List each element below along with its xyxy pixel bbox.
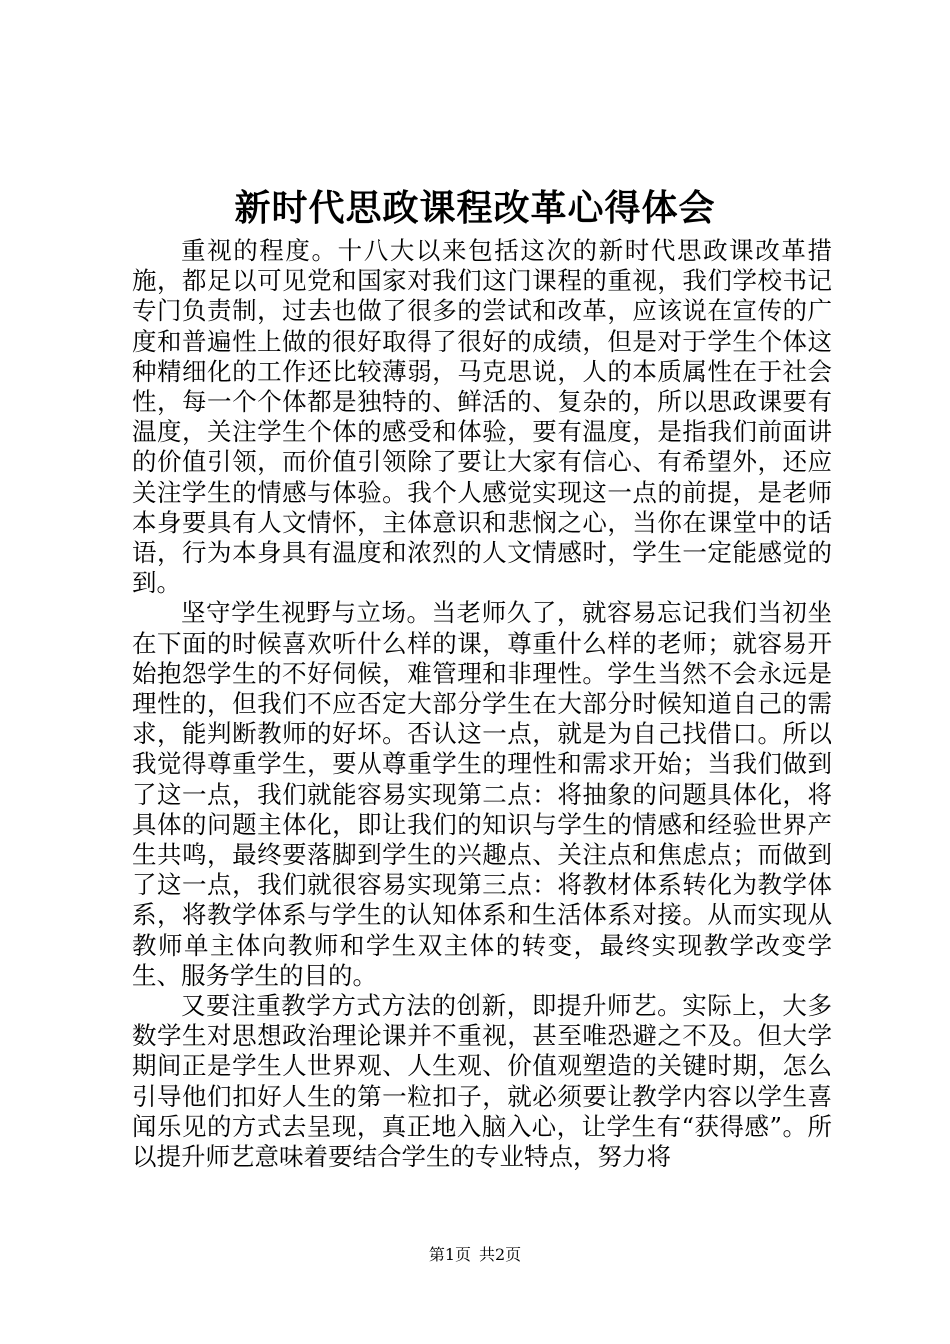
document-title: 新时代思政课程改革心得体会 (234, 187, 716, 229)
paragraph-2: 坚守学生视野与立场。当老师久了，就容易忘记我们当初坐在下面的时候喜欢听什么样的课，尊重什么样的老师；就容易开始抱怨学生的不好伺候，难管理和非理性。学生当然不会永远是理性的，但我们不应否定大部分学生在大部分时候知道自己的需求，能判断教师的好坏。否认这一点，就是为自己找借口。所以我觉得尊重学生，要从尊重学生的理性和需求开始；当我们做到了这一点，我们就能容易实现第二点：将抽象的问题具体化，将具体的问题主体化，即让我们的知识与学生的情感和经验世界产生共鸣，最终要落脚到学生的兴趣点、关注点和焦虑点；而做到了这一点，我们就很容易实现第三点：将教材体系转化为教学体系，将教学体系与学生的认知体系和生活体系对接。从而实现从教师单主体向教师和学生双主体的转变，最终实现教学改变学生、服务学生的目的。 (132, 598, 832, 990)
paragraph-1: 重视的程度。十八大以来包括这次的新时代思政课改革措施，都足以可见党和国家对我们这门课程的重视，我们学校书记专门负责制，过去也做了很多的尝试和改革，应该说在宣传的广度和普遍性上做的很好取得了很好的成绩，但是对于学生个体这种精细化的工作还比较薄弱，马克思说，人的本质属性在于社会性，每一个个体都是独特的、鲜活的、复杂的，所以思政课要有温度，关注学生个体的感受和体验，要有温度，是指我们前面讲的价值引领，而价值引领除了要让大家有信心、有希望外，还应关注学生的情感与体验。我个人感觉实现这一点的前提，是老师本身要具有人文情怀，主体意识和悲悯之心，当你在课堂中的话语，行为本身具有温度和浓烈的人文情感时，学生一定能感觉的到。 (132, 236, 832, 598)
document-body (132, 236, 832, 1172)
page-number-current: 第1页 (428, 1245, 471, 1264)
page-number-total: 共2页 (479, 1245, 522, 1264)
page-footer (0, 1244, 950, 1266)
paragraph-3: 又要注重教学方式方法的创新，即提升师艺。实际上，大多数学生对思想政治理论课并不重视，甚至唯恐避之不及。但大学期间正是学生人世界观、人生观、价值观塑造的关键时期，怎么引导他们扣好人生的第一粒扣子，就必须要让教学内容以学生喜闻乐见的方式去呈现，真正地入脑入心，让学生有“获得感”。所以提升师艺意味着要结合学生的专业特点，努力将 (132, 991, 832, 1172)
